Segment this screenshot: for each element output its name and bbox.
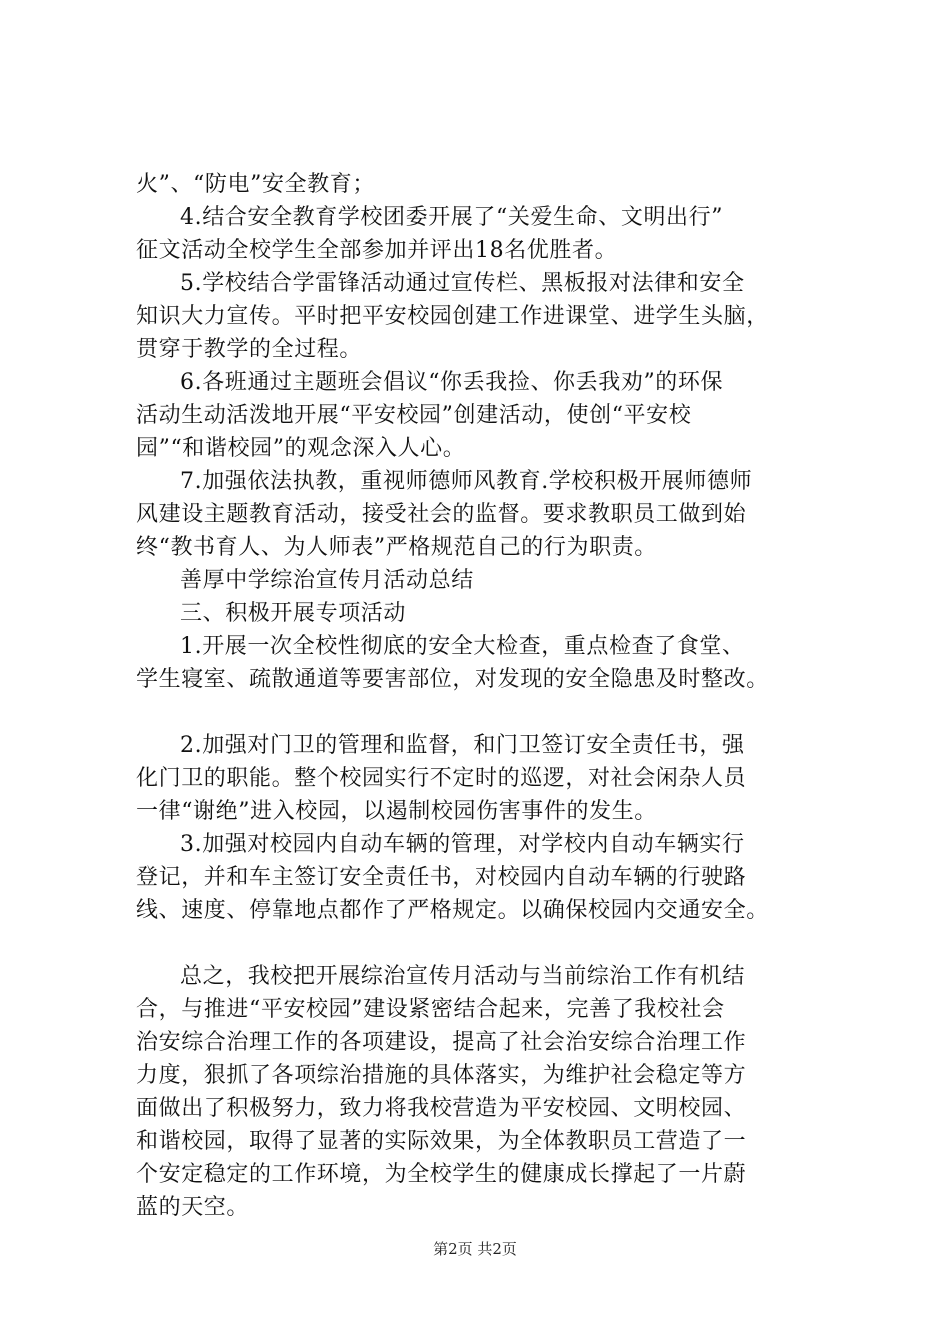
text-line: 合，与推进“平安校园”建设紧密结合起来，完善了我校社会 [136, 997, 725, 1022]
text-line: 征文活动全校学生全部参加并评出18名优胜者。 [136, 238, 618, 263]
conclusion-paragraph-start: 总之，我校把开展综治宣传月活动与当前综治工作有机结 [180, 964, 746, 989]
list-item-6: 6.各班通过主题班会倡议“你丢我捡、你丢我劝”的环保 [180, 370, 724, 395]
document-body [136, 168, 848, 1224]
text-line: 终“教书育人、为人师表”严格规范自己的行为职责。 [136, 535, 657, 560]
text-line: 力度，狠抓了各项综治措施的具体落实，为维护社会稳定等方 [136, 1063, 747, 1088]
text-line: 活动生动活泼地开展“平安校园”创建活动，使创“平安校 [136, 403, 692, 428]
text-line: 园”“和谐校园”的观念深入人心。 [136, 436, 466, 461]
text-line: 线、速度、停靠地点都作了严格规定。以确保校园内交通安全。 [136, 898, 769, 923]
section-heading: 三、积极开展专项活动 [180, 601, 407, 626]
paragraph-gap [136, 927, 848, 960]
document-title-line: 善厚中学综治宣传月活动总结 [180, 568, 474, 593]
text-line: 知识大力宣传。平时把平安校园创建工作进课堂、进学生头脑， [136, 304, 769, 329]
list-item-2: 2.加强对门卫的管理和监督，和门卫签订安全责任书，强 [180, 733, 745, 758]
text-line: 贯穿于教学的全过程。 [136, 337, 363, 362]
list-item-3: 3.加强对校园内自动车辆的管理，对学校内自动车辆实行 [180, 832, 745, 857]
list-item-7: 7.加强依法执教，重视师德师风教育.学校积极开展师德师 [180, 469, 753, 494]
list-item-4: 4.结合安全教育学校团委开展了“关爱生命、文明出行” [180, 205, 724, 230]
text-line: 蓝的天空。 [136, 1195, 250, 1220]
text-line: 一律“谢绝”进入校园，以遏制校园伤害事件的发生。 [136, 799, 657, 824]
list-item-5: 5.学校结合学雷锋活动通过宣传栏、黑板报对法律和安全 [180, 271, 745, 296]
text-line: 风建设主题教育活动，接受社会的监督。要求教职员工做到始 [136, 502, 747, 527]
text-line: 面做出了积极努力，致力将我校营造为平安校园、文明校园、 [136, 1096, 747, 1121]
text-line: 治安综合治理工作的各项建设，提高了社会治安综合治理工作 [136, 1030, 747, 1055]
text-line: 火”、“防电”安全教育； [136, 172, 375, 197]
list-item-1: 1.开展一次全校性彻底的安全大检查，重点检查了食堂、 [180, 634, 745, 659]
page-footer [0, 1239, 950, 1259]
text-line: 个安定稳定的工作环境，为全校学生的健康成长撑起了一片蔚 [136, 1162, 747, 1187]
text-line: 学生寝室、疏散通道等要害部位，对发现的安全隐患及时整改。 [136, 667, 769, 692]
text-line: 登记，并和车主签订安全责任书，对校园内自动车辆的行驶路 [136, 865, 747, 890]
paragraph-gap [136, 696, 848, 729]
text-line: 和谐校园，取得了显著的实际效果，为全体教职员工营造了一 [136, 1129, 747, 1154]
page-number: 第2页 共2页 [433, 1240, 517, 1258]
text-line: 化门卫的职能。整个校园实行不定时的巡逻，对社会闲杂人员 [136, 766, 747, 791]
